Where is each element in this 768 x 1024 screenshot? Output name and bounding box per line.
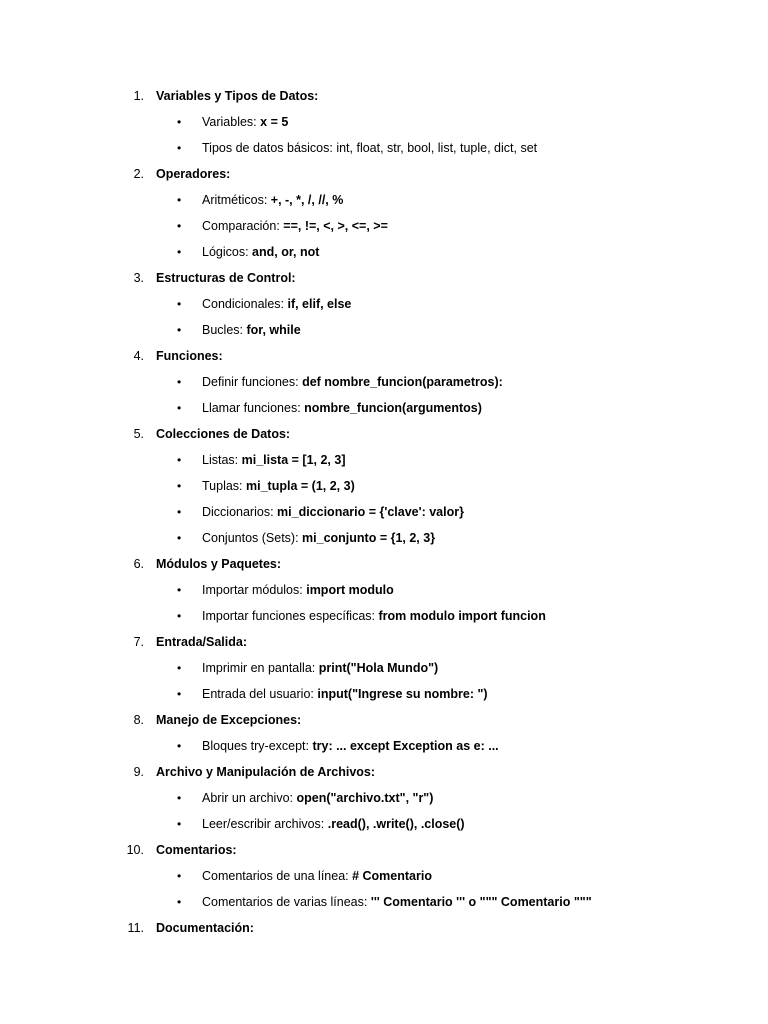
list-item bbox=[0, 499, 768, 525]
bullet-icon: • bbox=[177, 869, 182, 883]
section-number: 5. bbox=[133, 427, 144, 441]
section-title: Documentación: bbox=[156, 921, 254, 935]
list-item-text bbox=[202, 187, 343, 213]
item-label: Comentarios de una línea: bbox=[202, 869, 353, 883]
list-item bbox=[0, 681, 768, 707]
list-item bbox=[0, 863, 768, 889]
list-item-text bbox=[202, 889, 592, 915]
list-item-text bbox=[202, 109, 288, 135]
item-label: Aritméticos: bbox=[202, 193, 271, 207]
item-label: Llamar funciones: bbox=[202, 401, 305, 415]
list-item bbox=[0, 603, 768, 629]
section-number: 8. bbox=[133, 713, 144, 727]
item-label: Bloques try-except: bbox=[202, 739, 313, 753]
section-number: 2. bbox=[133, 167, 144, 181]
item-code: if, elif, else bbox=[287, 297, 352, 311]
bullet-icon: • bbox=[177, 141, 182, 155]
section-heading bbox=[0, 759, 768, 785]
item-code: from modulo import funcion bbox=[378, 609, 546, 623]
section-title: Módulos y Paquetes: bbox=[156, 557, 282, 571]
item-code: .read(), .write(), .close() bbox=[327, 817, 465, 831]
document-page bbox=[0, 83, 768, 941]
bullet-icon: • bbox=[177, 453, 182, 467]
list-item bbox=[0, 109, 768, 135]
item-label: Conjuntos (Sets): bbox=[202, 531, 303, 545]
section-title: Estructuras de Control: bbox=[156, 271, 296, 285]
item-label: Imprimir en pantalla: bbox=[202, 661, 319, 675]
list-item bbox=[0, 369, 768, 395]
item-code: input("Ingrese su nombre: ") bbox=[317, 687, 488, 701]
list-item-text bbox=[202, 525, 435, 551]
bullet-icon: • bbox=[177, 895, 182, 909]
bullet-icon: • bbox=[177, 479, 182, 493]
list-item-text bbox=[202, 473, 355, 499]
list-item bbox=[0, 239, 768, 265]
item-code: def nombre_funcion(parametros): bbox=[302, 375, 503, 389]
item-label: Definir funciones: bbox=[202, 375, 303, 389]
item-code: try: ... except Exception as e: ... bbox=[312, 739, 499, 753]
section-number: 1. bbox=[133, 89, 144, 103]
section-number: 10. bbox=[126, 843, 144, 857]
section-heading bbox=[0, 915, 768, 941]
list-item-text bbox=[202, 239, 319, 265]
bullet-icon: • bbox=[177, 245, 182, 259]
bullet-icon: • bbox=[177, 219, 182, 233]
section-number: 11. bbox=[127, 921, 144, 935]
item-label: Entrada del usuario: bbox=[202, 687, 318, 701]
item-code: and, or, not bbox=[252, 245, 320, 259]
section-title: Comentarios: bbox=[156, 843, 237, 857]
item-label: Leer/escribir archivos: bbox=[202, 817, 328, 831]
bullet-icon: • bbox=[177, 505, 182, 519]
section-heading bbox=[0, 83, 768, 109]
list-item bbox=[0, 187, 768, 213]
list-item-text bbox=[202, 499, 464, 525]
list-item-text bbox=[202, 603, 546, 629]
bullet-icon: • bbox=[177, 115, 182, 129]
section-number: 7. bbox=[133, 635, 144, 649]
list-item bbox=[0, 785, 768, 811]
item-label: Bucles: bbox=[202, 323, 247, 337]
section-title: Funciones: bbox=[156, 349, 223, 363]
bullet-icon: • bbox=[177, 323, 182, 337]
item-code: ==, !=, <, >, <=, >= bbox=[283, 219, 388, 233]
bullet-icon: • bbox=[177, 531, 182, 545]
list-item bbox=[0, 577, 768, 603]
item-code: ''' Comentario ''' o """ Comentario """ bbox=[370, 895, 592, 909]
section-heading bbox=[0, 421, 768, 447]
list-item bbox=[0, 395, 768, 421]
list-item-text bbox=[202, 863, 432, 889]
item-label: Tuplas: bbox=[202, 479, 247, 493]
bullet-icon: • bbox=[177, 583, 182, 597]
bullet-icon: • bbox=[177, 739, 182, 753]
section-title: Operadores: bbox=[156, 167, 231, 181]
bullet-icon: • bbox=[177, 375, 182, 389]
list-item bbox=[0, 655, 768, 681]
list-item-text bbox=[202, 369, 503, 395]
section-heading bbox=[0, 837, 768, 863]
list-item-text bbox=[202, 135, 537, 161]
bullet-icon: • bbox=[177, 817, 182, 831]
item-code: import modulo bbox=[306, 583, 394, 597]
item-label: Listas: bbox=[202, 453, 242, 467]
list-item bbox=[0, 733, 768, 759]
item-label: Variables: bbox=[202, 115, 261, 129]
item-code: mi_tupla = (1, 2, 3) bbox=[246, 479, 355, 493]
list-item-text bbox=[202, 681, 488, 707]
item-label: Abrir un archivo: bbox=[202, 791, 297, 805]
list-item-text bbox=[202, 395, 482, 421]
item-code: +, -, *, /, //, % bbox=[270, 193, 344, 207]
item-label: Comparación: bbox=[202, 219, 284, 233]
bullet-icon: • bbox=[177, 661, 182, 675]
bullet-icon: • bbox=[177, 609, 182, 623]
list-item-text bbox=[202, 577, 394, 603]
list-item-text bbox=[202, 317, 301, 343]
list-item bbox=[0, 291, 768, 317]
section-number: 9. bbox=[133, 765, 144, 779]
item-label: Lógicos: bbox=[202, 245, 253, 259]
list-item-text bbox=[202, 447, 345, 473]
bullet-icon: • bbox=[177, 791, 182, 805]
section-title: Variables y Tipos de Datos: bbox=[156, 89, 319, 103]
list-item bbox=[0, 447, 768, 473]
section-heading bbox=[0, 161, 768, 187]
section-heading bbox=[0, 343, 768, 369]
item-label: Tipos de datos básicos: int, float, str, bool, list, tuple, dict, set bbox=[202, 141, 538, 155]
item-code: mi_diccionario = {'clave': valor} bbox=[277, 505, 464, 519]
list-item-text bbox=[202, 811, 465, 837]
list-item-text bbox=[202, 733, 499, 759]
item-code: # Comentario bbox=[352, 869, 432, 883]
section-number: 4. bbox=[133, 349, 144, 363]
list-item bbox=[0, 811, 768, 837]
bullet-icon: • bbox=[177, 193, 182, 207]
bullet-icon: • bbox=[177, 297, 182, 311]
section-heading bbox=[0, 551, 768, 577]
list-item bbox=[0, 317, 768, 343]
section-heading bbox=[0, 265, 768, 291]
item-code: open("archivo.txt", "r") bbox=[296, 791, 434, 805]
list-item-text bbox=[202, 655, 438, 681]
bullet-icon: • bbox=[177, 687, 182, 701]
item-label: Importar módulos: bbox=[202, 583, 307, 597]
item-label: Condicionales: bbox=[202, 297, 288, 311]
list-item bbox=[0, 473, 768, 499]
item-code: for, while bbox=[246, 323, 301, 337]
section-title: Manejo de Excepciones: bbox=[156, 713, 302, 727]
list-item bbox=[0, 525, 768, 551]
list-item-text bbox=[202, 213, 388, 239]
item-code: print("Hola Mundo") bbox=[318, 661, 439, 675]
list-item-text bbox=[202, 291, 351, 317]
section-number: 3. bbox=[133, 271, 144, 285]
item-label: Comentarios de varias líneas: bbox=[202, 895, 371, 909]
list-item bbox=[0, 213, 768, 239]
section-title: Archivo y Manipulación de Archivos: bbox=[156, 765, 376, 779]
bullet-icon: • bbox=[177, 401, 182, 415]
item-code: x = 5 bbox=[260, 115, 289, 129]
section-number: 6. bbox=[133, 557, 144, 571]
section-title: Colecciones de Datos: bbox=[156, 427, 291, 441]
section-heading bbox=[0, 629, 768, 655]
list-item bbox=[0, 889, 768, 915]
item-code: mi_conjunto = {1, 2, 3} bbox=[302, 531, 436, 545]
list-item bbox=[0, 135, 768, 161]
list-item-text bbox=[202, 785, 433, 811]
section-heading bbox=[0, 707, 768, 733]
item-code: mi_lista = [1, 2, 3] bbox=[241, 453, 346, 467]
item-label: Diccionarios: bbox=[202, 505, 278, 519]
section-title: Entrada/Salida: bbox=[156, 635, 247, 649]
item-code: nombre_funcion(argumentos) bbox=[304, 401, 482, 415]
item-label: Importar funciones específicas: bbox=[202, 609, 379, 623]
